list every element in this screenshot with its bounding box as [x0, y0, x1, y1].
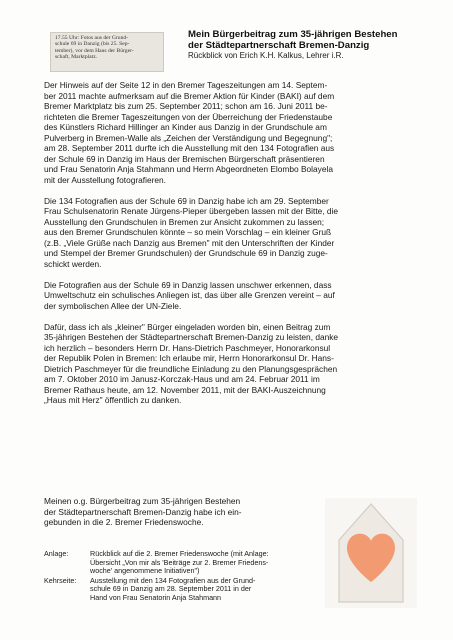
text-line: Hand von Frau Senatorin Anja Stahmann — [90, 592, 222, 602]
paragraph-4 — [44, 322, 426, 406]
clipping-line: schaft, Marktplatz. — [55, 54, 98, 61]
text-line: Frau Schulsenatorin Renate Jürgens-Pieper übergeben lassen mit der Bitte, die — [44, 206, 339, 216]
note-text — [90, 577, 255, 603]
note-label: Anlage: — [44, 549, 69, 558]
text-line: aus den Bremer Grundschulen könnte – so mein Vorschlag – ein kleiner Gruß — [44, 227, 332, 237]
text-line: und Stempel der Bremer Grundschulen) der Grundschule 69 in Danzig zuge- — [44, 248, 328, 258]
page-title — [188, 30, 438, 51]
text-line: richteten die Bremer Tageszeitungen von der Überreichung der Friedenstaube — [44, 111, 333, 122]
text-line: gebunden in die 2. Bremer Friedenswoche. — [44, 517, 204, 527]
text-line: Der Hinweis auf der Seite 12 in den Bremer Tageszeitungen am 14. Septem- — [44, 80, 328, 90]
text-line: schule 69 in Danzig am 28. September 2011 in der — [90, 584, 252, 594]
header — [188, 30, 438, 61]
title-line: der Städtepartnerschaft Bremen-Danzig — [188, 39, 370, 51]
text-line: (z.B. „Viele Grüße nach Danzig aus Bremen" mit den Unterschriften der Kinder — [44, 237, 335, 248]
text-line: ber 2011 machte aufmerksam auf die Bremer Aktion für Kinder (BAKI) auf dem — [44, 90, 335, 101]
text-line: ich herzlich – besonders Herrn Dr. Hans-Dietrich Paschmeyer, Honorarkonsul — [44, 342, 331, 353]
text-line: Übersicht „Von mir als 'Beiträge zur 2. Bremer Friedens- — [90, 557, 269, 567]
paragraph-1 — [44, 80, 426, 185]
text-line: woche' angenommene Initiativen") — [90, 566, 200, 576]
author-line: Rückblick von Erich K.H. Kalkus, Lehrer i.R. — [188, 51, 344, 61]
text-line: und Frau Senatorin Anja Stahmann und Herrn Abgeordneten Elombo Bolayela — [44, 164, 333, 174]
note-reverse-side — [44, 577, 294, 603]
clipping-line: 17.55 Uhr: Fotos aus der Grund- — [55, 35, 129, 41]
text-line: schickt werden. — [44, 258, 102, 269]
text-line: „Haus mit Herz" öffentlich zu danken. — [44, 395, 182, 405]
document-body — [44, 80, 426, 416]
text-line: der Städtepartnerschaft Bremen-Danzig habe ich ein- — [44, 506, 242, 517]
text-line: Bremer Rathaus heute, am 12. November 2011, mit der BAKI-Auszeichnung — [44, 384, 326, 395]
paragraph-3 — [44, 280, 426, 312]
text-line: Die Fotografien aus der Schule 69 in Danzig lassen unschwer erkennen, dass — [44, 279, 332, 290]
text-line: Dietrich Paschmeyer für die freundliche Einladung zu den Planungsgesprächen — [44, 363, 338, 374]
newspaper-clipping — [50, 32, 164, 72]
text-line: der symbolischen Allee der UN-Ziele. — [44, 300, 182, 311]
title-line: Mein Bürgerbeitrag zum 35-jährigen Bestehen — [188, 29, 398, 40]
paragraph-2 — [44, 196, 426, 270]
text-line: Pulverberg in Bremen-Walle als „Zeichen der Verständigung und Begegnung"; — [44, 132, 333, 143]
closing-paragraph — [44, 496, 284, 528]
house-with-heart-photo — [325, 498, 417, 608]
text-line: Ausstellung den Grundschulen in Bremen zur Ansicht zukommen zu lassen; — [44, 216, 325, 227]
text-line: Ausstellung mit den 134 Fotografien aus der Grund- — [90, 575, 256, 585]
house-with-heart-icon — [325, 498, 417, 608]
text-line: am 28. September 2011 durfte ich die Ausstellung mit den 134 Fotografien aus — [44, 143, 335, 153]
text-line: Meinen o.g. Bürgerbeitrag zum 35-jährigen Bestehen — [44, 496, 241, 506]
text-line: Dafür, dass ich als „kleiner" Bürger eingeladen worden bin, einen Beitrag zum — [44, 321, 331, 332]
note-attachment — [44, 550, 294, 576]
note-label: Kehrseite: — [44, 575, 77, 585]
text-line: am 7. Oktober 2010 im Janusz-Korczak-Haus und am 24. Februar 2011 im — [44, 374, 320, 384]
text-line: der Schule 69 in Danzig im Haus der Bremischen Bürgerschaft präsentieren — [44, 153, 325, 164]
text-line: mit der Ausstellung fotografieren. — [44, 174, 166, 185]
clipping-line: tember), vor dem Haus der Bürger- — [55, 47, 134, 54]
text-line: Rückblick auf die 2. Bremer Friedenswoche (mit Anlage: — [90, 549, 269, 558]
attachment-notes — [44, 550, 294, 604]
text-line: Umweltschutz ein schulisches Anliegen ist, das über alle Grenzen vereint – auf — [44, 290, 335, 300]
clipping-line: schule 69 in Danzig (bis 25. Sep- — [55, 41, 130, 48]
text-line: 35-jährigen Bestehen der Städtepartnerschaft Bremen-Danzig zu leisten, danke — [44, 332, 339, 342]
text-line: Bremer Marktplatz bis zum 25. September 2011; schon am 16. Juni 2011 be- — [44, 101, 328, 111]
text-line: des Künstlers Richard Hillinger an Kinder aus Danzig in der Grundschule am — [44, 122, 327, 132]
text-line: der Republik Polen in Bremen: Ich erlaube mir, Herrn Honorarkonsul Dr. Hans- — [44, 353, 334, 363]
note-text — [90, 550, 269, 576]
text-line: Die 134 Fotografien aus der Schule 69 in Danzig habe ich am 29. September — [44, 195, 329, 206]
